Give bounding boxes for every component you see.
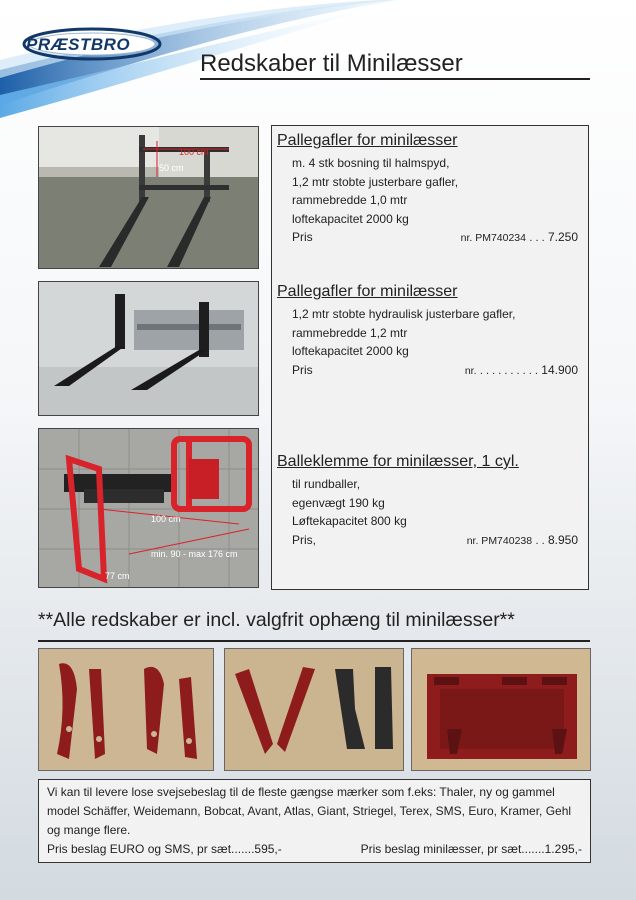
info-prices (47, 840, 582, 859)
item-number: nr. PM740234 (460, 232, 526, 244)
accessories-banner: **Alle redskaber er incl. valgfrit ophæng til minilæsser** (38, 609, 515, 631)
dimension-label-width: 100 cm (179, 147, 209, 157)
price-row (277, 228, 583, 246)
dimension-label-width: 77 cm (105, 571, 130, 581)
hook-brackets-photo (38, 648, 214, 771)
product-spec: rammebredde 1,2 mtr (292, 325, 408, 340)
price-euro-sms: Pris beslag EURO og SMS, pr sæt.......595,- (47, 842, 282, 856)
bale-clamp-photo (38, 428, 259, 588)
info-box (38, 779, 591, 863)
product-spec: 1,2 mtr stobte justerbare gafler, (292, 174, 459, 189)
logo-text: PRÆSTBRO (26, 35, 131, 54)
mounting-plate-photo (411, 648, 591, 771)
v-brackets-photo (224, 648, 404, 771)
price-label: Pris (292, 230, 313, 244)
price-leader: . . . (529, 232, 545, 244)
info-text: Vi kan til levere lose svejsebeslag til de fleste gængse mærker som f.eks: Thaler, ny og gammel model Schäffer, Weidemann, Bobcat, Avant, Atlas, Giant, Striegel, Terex, SMS, Euro, Kramer, Gehl og mange flere. (47, 785, 572, 837)
price-value: 8.950 (547, 532, 578, 547)
item-number: nr. PM740238 (466, 534, 533, 547)
price-leader: . . (535, 534, 545, 547)
page-title: Redskaber til Minilæsser (200, 50, 463, 77)
item-number: nr. (464, 364, 477, 377)
price-minilaesser: Pris beslag minilæsser, pr sæt.......1.295,- (360, 842, 582, 856)
title-divider (200, 78, 590, 80)
pallet-forks-photo-2 (38, 281, 259, 416)
product-item (277, 131, 583, 246)
product-name: Pallegafler for minilæsser (277, 132, 458, 149)
product-spec: loftekapacitet 2000 kg (292, 344, 409, 358)
price-value: 14.900 (541, 362, 578, 377)
price-value: 7.250 (547, 230, 578, 244)
banner-divider (38, 640, 590, 642)
product-name: Pallegafler for minilæsser (277, 283, 458, 300)
dimension-label-opening: min. 90 - max 176 cm (151, 549, 238, 559)
product-spec: til rundballer, (292, 477, 361, 491)
product-spec: egenvægt 190 kg (292, 495, 385, 510)
product-spec: Løftekapacitet 800 kg (292, 514, 407, 528)
price-label: Pris, (292, 532, 316, 547)
price-row (277, 531, 583, 549)
price-label: Pris (292, 362, 313, 377)
product-spec: m. 4 stk bosning til halmspyd, (292, 156, 450, 170)
product-item (277, 452, 583, 549)
dimension-label-height: 50 cm (159, 163, 184, 173)
product-spec: loftekapacitet 2000 kg (292, 211, 409, 226)
pallet-forks-photo-1 (38, 126, 259, 269)
price-row (277, 361, 583, 379)
product-item (277, 282, 583, 379)
product-name: Balleklemme for minilæsser, 1 cyl. (277, 453, 519, 470)
product-spec: rammebredde 1,0 mtr (292, 193, 408, 207)
product-spec: 1,2 mtr stobte hydraulisk justerbare gafler, (292, 307, 516, 321)
price-leader: . . . . . . . . . . (479, 364, 538, 377)
dimension-label-depth: 100 cm (151, 514, 181, 524)
